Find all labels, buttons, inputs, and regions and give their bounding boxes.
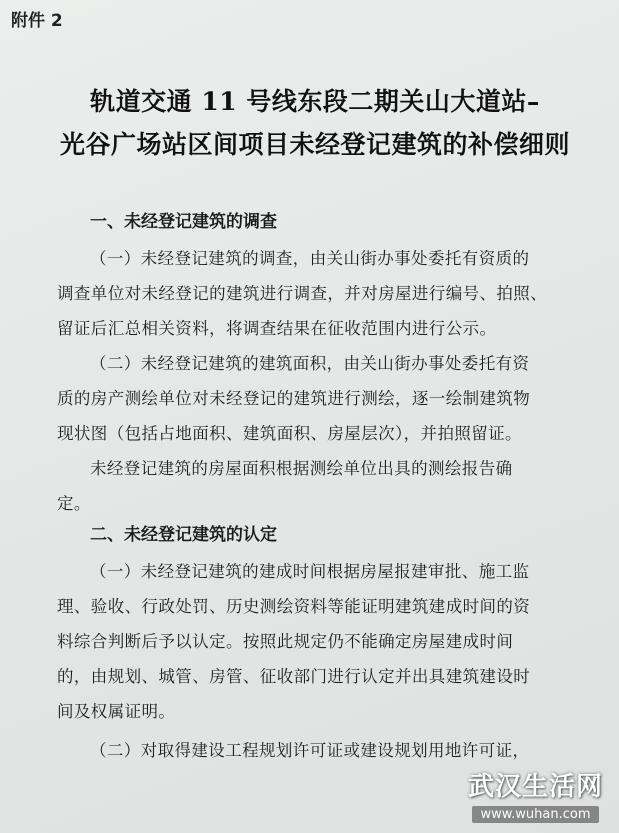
site-watermark <box>468 766 603 823</box>
paragraph-line: 定。 <box>57 494 91 513</box>
watermark-name: 武汉生活网 <box>467 772 603 802</box>
paragraph-line: 现状图（包括占地面积、建筑面积、房屋层次），并拍照留证。 <box>57 424 522 443</box>
section-1-heading: 一、未经登记建筑的调查 <box>90 212 277 232</box>
watermark-url: www.wuhan.com <box>472 806 598 823</box>
paragraph-line: 的，由规划、城管、房管、征收部门进行认定并出具建筑建设时 <box>57 667 531 686</box>
paragraph-line: 质的房产测绘单位对未经登记的建筑进行测绘，逐一绘制建筑物 <box>57 389 531 408</box>
paragraph-line: 未经登记建筑的房屋面积根据测绘单位出具的测绘报告确 <box>90 459 513 478</box>
paragraph-line: （二）对取得建设工程规划许可证或建设规划用地许可证， <box>90 741 530 760</box>
document-title-line-1: 轨道交通 11 号线东段二期关山大道站– <box>90 87 540 116</box>
paragraph-line: 调查单位对未经登记的建筑进行调查，并对房屋进行编号、拍照、 <box>57 284 548 303</box>
paragraph-line: （二）未经登记建筑的建筑面积，由关山街办事处委托有资 <box>90 354 530 373</box>
paragraph-line: 留证后汇总相关资料，将调查结果在征收范围内进行公示。 <box>57 319 497 338</box>
attachment-label: 附件 2 <box>11 11 63 31</box>
paragraph-line: 理、验收、行政处罚、历史测绘资料等能证明建筑建成时间的资 <box>57 597 531 616</box>
paragraph-line: 料综合判断后予以认定。按照此规定仍不能确定房屋建成时间 <box>57 632 514 651</box>
paragraph-line: 间及权属证明。 <box>57 702 176 721</box>
document-title-line-2: 光谷广场站区间项目未经登记建筑的补偿细则 <box>59 130 570 159</box>
paragraph-line: （一）未经登记建筑的调查，由关山街办事处委托有资质的 <box>90 249 530 268</box>
paragraph-line: （一）未经登记建筑的建成时间根据房屋报建审批、施工监 <box>90 562 530 581</box>
section-2-heading: 二、未经登记建筑的认定 <box>90 525 277 545</box>
